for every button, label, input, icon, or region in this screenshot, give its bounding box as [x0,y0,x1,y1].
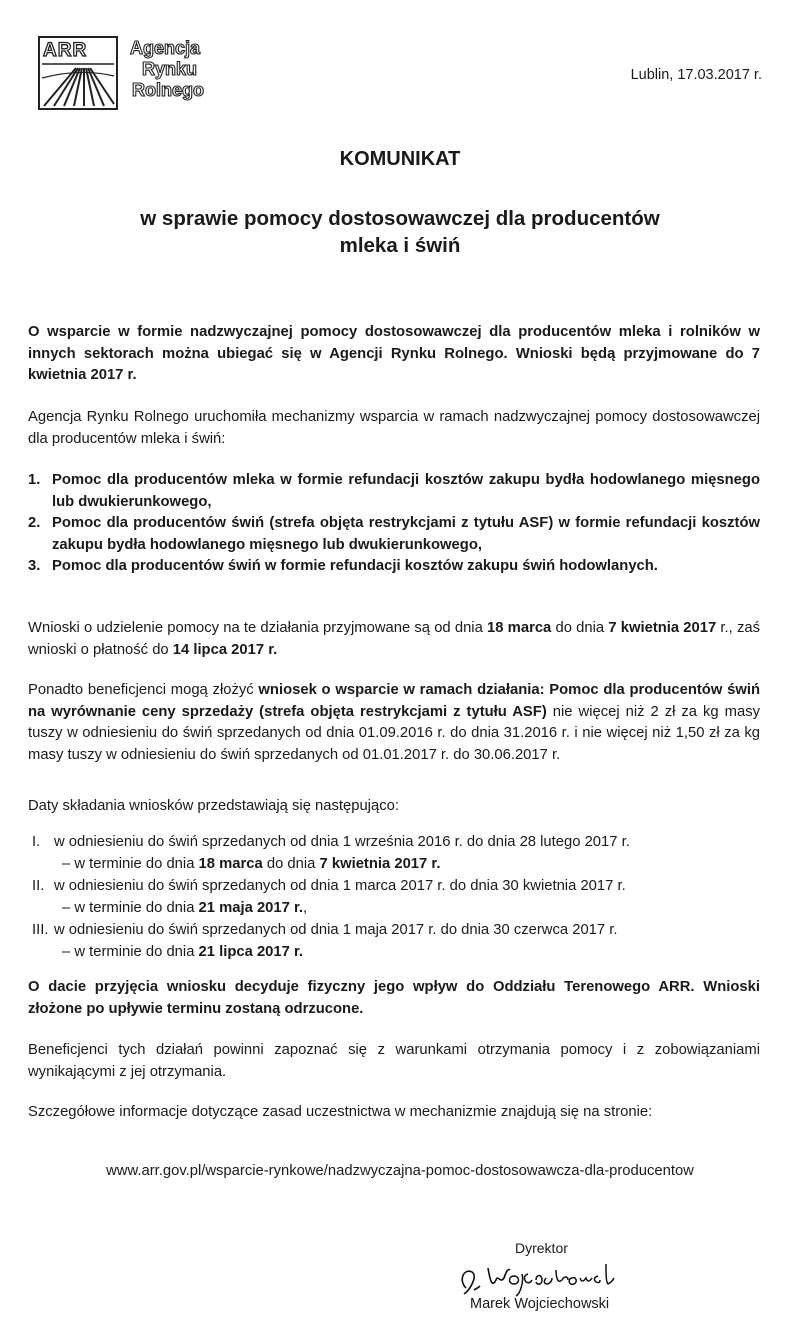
mechanisms-paragraph: Agencja Rynku Rolnego uruchomiła mechanizmy wsparcia w ramach nadzwyczajnej pomocy dostosowawczej dla producentów mleka i świń: [28,409,760,447]
logo-abbreviation: ARR [43,40,88,61]
list-item-text: Pomoc dla producentów mleka w formie refundacji kosztów zakupu bydła hodowlanego mięsnego lub dwukierunkowego, [52,472,760,510]
schedule-deadline [54,941,763,963]
info-paragraph: Szczegółowe informacje dotyczące zasad uczestnictwa w mechanizmie znajdują się na stronie: [28,1104,653,1120]
beneficiaries-paragraph [28,680,760,766]
bold-date: 21 maja 2017 r. [198,900,304,916]
list-item [28,875,763,919]
text-segment: Wnioski o udzielenie pomocy na te działania przyjmowane są od dnia [28,620,488,636]
bold-date: 14 lipca 2017 r. [172,641,278,658]
text-segment: do dnia [551,620,609,636]
schedule-period: w odniesieniu do świń sprzedanych od dnia 1 marca 2017 r. do dnia 30 kwietnia 2017 r. [54,878,626,894]
list-item [28,556,760,578]
bold-date: 21 lipca 2017 r. [198,944,304,960]
schedule-deadline [54,853,763,875]
list-item-number: 2. [28,515,41,531]
schedule-deadline [54,897,763,919]
receipt-paragraph: O dacie przyjęcia wniosku decyduje fizyczny jego wpływ do Oddziału Terenowego ARR. Wnioski złożone po upływie terminu zostaną odrzucone. [28,979,760,1017]
schedule-intro-paragraph: Daty składania wniosków przedstawiają się następująco: [28,798,399,814]
text-segment: – w terminie do dnia [62,900,199,916]
list-item-text: Pomoc dla producentów świń (strefa objęta restrykcjami z tytułu ASF) w formie refundacji kosztów zakupu bydła hodowlanego mięsnego lub dwukierunkowego, [52,515,760,553]
logo-name-line: Rynku [142,59,198,79]
signatory-name: Marek Wojciechowski [470,1296,610,1312]
arr-logo [38,36,248,116]
list-item [28,513,760,556]
place-and-date: Lublin, 17.03.2017 r. [630,67,762,83]
text-segment: , [303,900,308,916]
document-subtitle [60,205,740,259]
signatory-title: Dyrektor [515,1240,568,1256]
list-item [28,919,763,963]
list-item [28,831,763,875]
list-item-number: 3. [28,558,41,574]
measures-list [28,470,760,578]
logo-name-line: Agencja [130,38,201,58]
bold-measure-name: wniosek o wsparcie w ramach działania: Pomoc dla producentów świń na wyrównanie ceny sprzedaży (strefa objęta restrykcjami z tytułu ASF) [28,682,760,720]
bold-date: 18 marca [198,856,263,872]
text-segment: nie więcej niż 2 zł za kg masy tuszy w odniesieniu do świń sprzedanych od dnia 01.09.2016 r. do dnia 31.2016 r. i nie więcej niż 1,50 zł za kg masy tuszy w odniesieniu do świń sprzedanych od 01.01.2017 r. do 30.06.2017 r. [28,703,760,763]
bold-date: 7 kwietnia 2017 [608,620,717,636]
intro-paragraph: O wsparcie w formie nadzwyczajnej pomocy dostosowawczej dla producentów mleka i rolników w innych sektorach można ubiegać się w Agencji Rynku Rolnego. Wnioski będą przyjmowane do 7 kwietnia 2017 r. [28,324,760,383]
logo-emblem [38,36,118,110]
list-item-number: 1. [28,472,41,488]
schedule-list [28,831,763,963]
list-item-number: III. [32,922,49,938]
conditions-paragraph: Beneficjenci tych działań powinni zapoznać się z warunkami otrzymania pomocy i z zobowiązaniami wynikającymi z jej otrzymania. [28,1042,760,1080]
application-dates-paragraph [28,618,760,661]
info-link[interactable]: www.arr.gov.pl/wsparcie-rynkowe/nadzwyczajna-pomoc-dostosowawcza-dla-producentow [106,1163,694,1179]
bold-date: 18 marca [487,620,552,636]
subtitle-line: mleka i świń [339,234,461,257]
text-segment: do dnia [262,856,320,872]
text-segment: – w terminie do dnia [62,944,199,960]
field-furrows-icon [40,38,116,108]
handwritten-signature [448,1250,638,1300]
text-segment: r., zaś wnioski o płatność do [28,620,760,658]
text-segment: Ponadto beneficjenci mogą złożyć [28,682,259,698]
text-segment: – w terminie do dnia [62,856,199,872]
logo-name [130,38,204,101]
list-item-text: Pomoc dla producentów świń w formie refundacji kosztów zakupu świń hodowlanych. [52,558,658,574]
list-item-number: II. [32,878,45,894]
schedule-period: w odniesieniu do świń sprzedanych od dnia 1 września 2016 r. do dnia 28 lutego 2017 r. [54,834,630,850]
document-title: KOMUNIKAT [339,148,461,170]
schedule-period: w odniesieniu do świń sprzedanych od dnia 1 maja 2017 r. do dnia 30 czerwca 2017 r. [54,922,618,938]
list-item [28,470,760,513]
bold-date: 7 kwietnia 2017 r. [319,856,441,872]
logo-name-line: Rolnego [132,80,204,100]
list-item-number: I. [32,834,41,850]
subtitle-line: w sprawie pomocy dostosowawczej dla producentów [140,207,660,230]
